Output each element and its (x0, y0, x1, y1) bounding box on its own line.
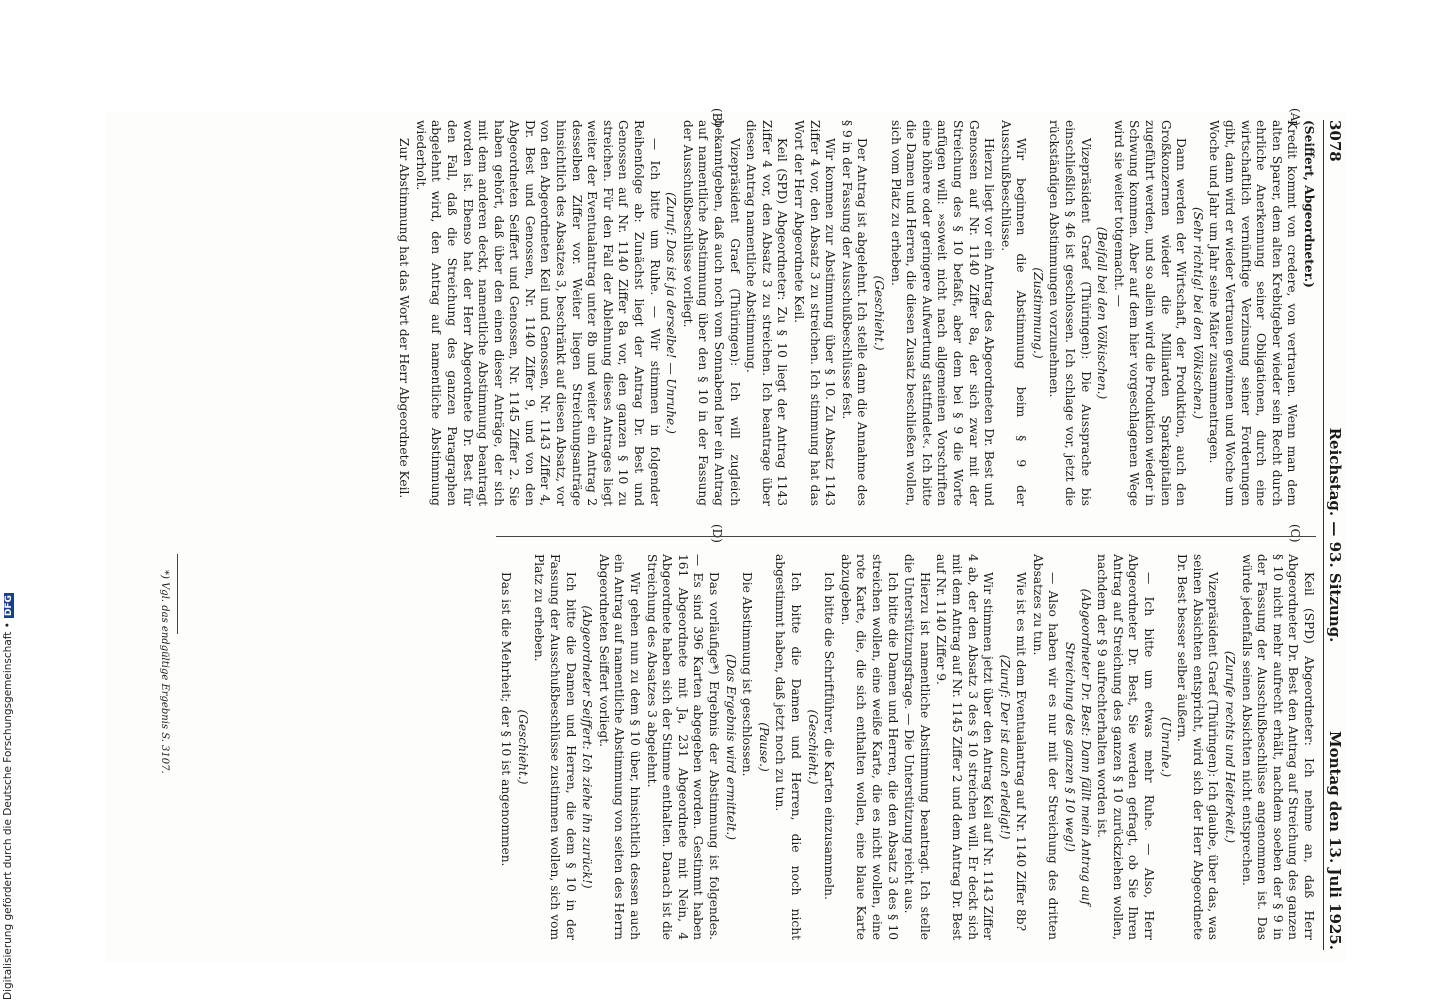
paragraph: Keil (SPD) Abgeordneter: Ich nehme an, daß Herr Abgeordneter Dr. Best den Antrag auf Streichung des ganzen § 10 nicht mehr aufrecht erhält, nachdem soeben der § 9 in der Fassung der Ausschußbeschlüsse angenommen ist. Das würde jedenfalls seinen Absichten nicht entsprechen. (1239, 554, 1316, 940)
paragraph: Kredit kommt von credere, von vertrauen. Wenn man dem alten Sparer, dem alten Krebitgeber wieder sein Recht durch ehrliche Anerkennung seiner Obligationen, durch eine wirtschaftlich vernünftige Verzinsung seiner Forderungen gibt, dann wird er wieder Vertrauen gewinnen und Woche um Woche und Jahr um Jahr seine Mäter zusammentragen. (1207, 120, 1300, 506)
credit-text: Digitalisierung gefördert durch die Deutsche Forschungsgemeinschaft (2, 631, 14, 1000)
page-number: 3078 (1326, 120, 1344, 162)
paragraph: Zur Abstimmung hat das Wort der Herr Abgeordnete Keil. (397, 138, 412, 499)
paragraph: Das ist die Mehrheit; der § 10 ist angenommen. (499, 572, 514, 867)
interjection: (Geschieht.) (871, 275, 886, 351)
paragraph: Ich bitte die Damen und Herren, die den Absatz 3 des § 10 streichen wollen, eine weiße Karte, die es nicht wollen, eine rote Karte, die, die sich enthalten wollen, eine blaue Karte abzugeben. (838, 554, 900, 940)
interjection: (Unruhe.) (1158, 716, 1173, 778)
paragraph: Wir gehen nun zu dem § 10 über, hinsichtlich dessen auch ein Antrag auf namentliche Abstimmung von seiten des Herrn Abgeordneten Seiffert vorliegt. (596, 554, 643, 940)
paragraph: Keil (SPD) Abgeordneter: Zu § 10 liegt der Antrag 1143 Ziffer 4 vor, den Absatz 3 zu streichen. Ich beantrage über diesen Antrag namentliche Abstimmung. (744, 120, 790, 506)
interjection: (Zustimmung.) (1030, 267, 1045, 359)
interjection: (Zuruf: Der ist auch erledigt!) (997, 654, 1012, 840)
interjection: (Abgeordneter Seiffert: Ich ziehe ihn zurück!) (580, 605, 595, 889)
speaker-line: (Seiffert, Abgeordneter.) (1302, 120, 1316, 288)
page-header (1323, 120, 1346, 950)
page-date: Montag den 13. Juli 1925. (1326, 731, 1344, 950)
separator-dot: • (2, 622, 14, 632)
paragraph: Hierzu ist namentliche Abstimmung beantragt. Ich stelle die Unterstützungsfrage. — Die Unterstützung reicht aus. (902, 554, 932, 940)
margin-letter-c: (C) (1288, 524, 1302, 543)
footnote-rule (177, 554, 178, 634)
paragraph: Die Abstimmung ist geschlossen. (740, 572, 755, 777)
column-divider (496, 536, 1316, 537)
dfg-logo-icon: DFG (4, 595, 14, 617)
paragraph: Ich bitte die Schriftführer, die Karten einzusammeln. (822, 572, 837, 900)
interjection: (Pause.) (756, 722, 771, 772)
paragraph: Der Antrag ist abgelehnt. Ich stelle dann die Annahme des § 9 in der Fassung der Ausschußbeschlüsse fest. (839, 120, 870, 506)
paragraph: — Also haben wir es nur mit der Streichung des dritten Absatzes zu tun. (1030, 554, 1061, 940)
interjection: (Abgeordneter Dr. Best: Dann fällt mein Antrag auf Streichung des ganzen § 10 weg!) (1063, 588, 1093, 906)
paragraph: Wir kommen zur Abstimmung über § 10. Zu Absatz 1143 Ziffer 4 vor, den Absatz 3 zu streichen. Ich stimmung hat das Wort der Herr Abgeordnete Keil. (792, 120, 838, 506)
margin-letter-d: (D) (710, 524, 724, 543)
footnote: *) Vgl. das endgültige Ergebnis S. 3107. (159, 570, 170, 774)
interjection: (Beifall bei den Völkischen.) (1095, 226, 1110, 400)
paragraph: Vizepräsident Graef (Thüringen): Ich glaube, über das, was seinen Absichten entspricht, wird sich der Herr Abgeordnete Dr. Best besser selber äußern. (1175, 554, 1221, 940)
paragraph: Wir beginnen die Abstimmung beim § 9 der Ausschußbeschlüsse. (998, 120, 1029, 506)
page-title: Reichstag. — 93. Sitzung. (1326, 427, 1344, 643)
paragraph: Dann werden der Wirtschaft, der Produktion, auch den Großkonzernen wieder die Milliarden Sparkapitalien zugeführt werden, und so allein wird die Produktion wieder in Schwung kommen. Aber auf dem hier vorgeschlagenen Wege wird sie weiter totgemacht. — (1111, 120, 1189, 506)
right-column (121, 554, 1316, 940)
paragraph: Ich bitte die Damen und Herren, die noch nicht abgestimmt haben, daß jetzt noch zu tun. (773, 554, 803, 940)
left-column (121, 120, 1316, 506)
paragraph: — Ich bitte um Ruhe. — Wir stimmen in folgender Reihenfolge ab: Zunächst liegt der Antrag Dr. Best und Genossen auf Nr. 1140 Ziffer 8a vor, den ganzen § 10 zu streichen. Für den Fall der Ablehnung dieses Antrages liegt weiter der Eventualantrag unter 8b und weiter ein Antrag 2 desselben Ziffer vor. Weiter liegen Streichungsanträge hinsichtlich des Absatzes 3, beschränkt auf diesen Absatz, vor von den Abgeordneten Keil und Genossen, Nr. 1143 Ziffer 4, Dr. Best und Genossen, Nr. 1140 Ziffer 9, und von den Abgeordneten Seiffert und Genossen, Nr. 1145 Ziffer 2. Sie haben gehört, daß über den einen dieser Anträge, der sich mit dem anderen deckt, namentliche Abstimmung beantragt worden ist. Ebenso hat der Herr Abgeordnete Dr. Best für den Fall, daß die Streichung des ganzen Paragraphen abgelehnt wird, den Antrag auf namentliche Abstimmung wiederholt. (413, 120, 662, 506)
paragraph: Vizepräsident Graef (Thüringen): Ich will zugleich bekanntgeben, daß auch noch vom Sonnabend her ein Antrag auf namentliche Abstimmung über den § 10 in der Fassung der Ausschußbeschlüsse vorliegt. (680, 120, 742, 506)
paragraph: Ich bitte die Damen und Herren, die dem § 10 in der Fassung der Ausschußbeschlüsse zustimmen wollen, sich vom Platz zu erheben. (532, 554, 578, 940)
interjection: (Geschieht.) (515, 709, 530, 785)
paragraph: Wir stimmen jetzt über den Antrag Keil auf Nr. 1143 Ziffer 4 ab, der den Absatz 3 des § 10 streichen will. Er deckt sich mit dem Antrag auf Nr. 1145 Ziffer 2 und dem Antrag Dr. Best auf Nr. 1140 Ziffer 9. (934, 554, 996, 940)
paragraph: Hierzu liegt vor ein Antrag des Abgeordneten Dr. Best und Genossen auf Nr. 1140 Ziffer 8a, der sich zwar mit der Streichung des § 10 befaßt, aber dem bei § 9 die Worte anfügen will: »soweit nicht nach allgemeinen Vorschriften eine höhere oder geringere Aufwertung stattfindet«. Ich bitte die Damen und Herren, die diesen Zusatz beschließen wollen, sich vom Platz zu erheben. (888, 120, 997, 506)
interjection: (Das Ergebnis wird ermittelt.) (723, 653, 738, 841)
interjection: (Zuruf: Das ist ja derselbe! — Unruhe.) (664, 192, 679, 434)
margin-letter-a: (A) (1288, 108, 1302, 127)
paragraph: Das vorläufige*) Ergebnis der Abstimmung ist folgendes. — Es sind 396 Karten abgegeben worden. Gestimmt haben 161 Abgeordnete mit Ja, 231 Abgeordnete mit Nein, 4 Abgeordnete haben sich der Stimme enthalten. Danach ist die Streichung des Absatzes 3 abgelehnt. (644, 554, 722, 940)
paragraph: Vizepräsident Graef (Thüringen): Die Aussprache bis einschließlich § 46 ist geschlossen. Ich schlage vor, jetzt die rückständigen Abstimmungen vorzunehmen. (1047, 120, 1093, 506)
paragraph: — Ich bitte um etwas mehr Ruhe. — Also, Herr Abgeordneter Dr. Best, Sie werden gefragt, ob Sie Ihren Antrag auf Streichung des ganzen § 10 zurückziehen wollen, nachdem der § 9 aufrechterhalten worden ist. (1095, 554, 1157, 940)
interjection: (Zurufe rechts und Heiterkeit.) (1223, 650, 1238, 844)
digitization-credit (2, 593, 14, 1000)
interjection: (Geschieht.) (805, 709, 820, 785)
scanned-page (106, 108, 1346, 962)
margin-letter-b: (B) (710, 108, 724, 127)
interjection: (Sehr richtig! bei den Völkischen.) (1190, 207, 1205, 419)
paragraph: Wie ist es mit dem Eventualantrag auf Nr. 1140 Ziffer 8b? (1014, 572, 1029, 932)
